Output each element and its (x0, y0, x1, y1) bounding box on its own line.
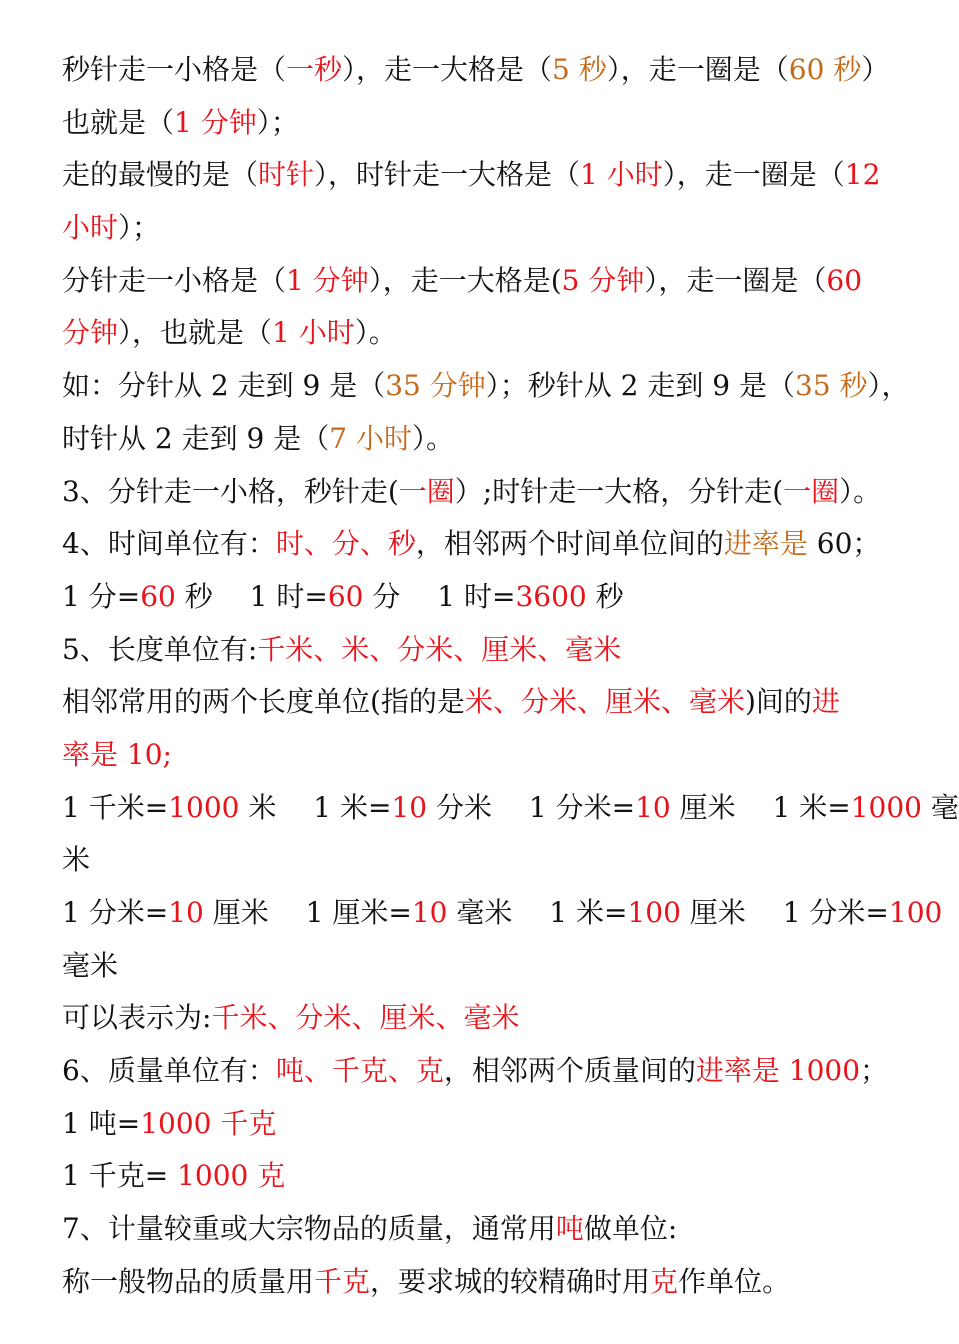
highlighted-answer: 进率是 (723, 527, 808, 561)
text-line (62, 413, 910, 466)
highlighted-answer: 60 (140, 579, 176, 613)
text-segment: ）。 (839, 474, 882, 508)
text-segment: ），也就是（ (118, 316, 273, 350)
document-body (62, 44, 959, 1309)
highlighted-answer: 克 (650, 1264, 679, 1298)
highlighted-answer: 1 小时 (272, 316, 355, 350)
text-segment: 5、长度单位有: (62, 632, 258, 666)
text-line (62, 202, 910, 255)
text-segment: 秒针走一小格是（ (62, 53, 287, 86)
text-segment: ），走一大格是( (368, 263, 562, 297)
highlighted-answer: 吨 (555, 1212, 584, 1246)
highlighted-answer: 米、分米、厘米、毫米 (464, 685, 745, 719)
highlighted-answer: 时、分、秒 (275, 527, 416, 561)
text-line (62, 782, 959, 835)
text-segment: 厘米 1 米= (670, 790, 851, 824)
text-segment: 时针从 2 走到 9 是（ (62, 421, 330, 455)
highlighted-answer: 5 分钟 (561, 263, 645, 297)
highlighted-answer: 1000 千克 (140, 1106, 277, 1140)
highlighted-answer: 进 (811, 685, 840, 719)
highlighted-answer: 1 小时 (580, 158, 663, 192)
highlighted-answer: 1 分钟 (174, 105, 257, 139)
text-segment: 3、分针走一小格，秒针走( (62, 474, 399, 508)
highlighted-answer: 进率是 1000 (695, 1054, 861, 1088)
text-segment: ）;时针走一大格，分针走( (454, 474, 784, 508)
text-segment: ）。 (411, 421, 454, 455)
text-line (62, 1203, 910, 1256)
text-segment: ） (861, 53, 890, 86)
highlighted-answer: 60 (826, 263, 863, 297)
text-segment: 毫米 1 米= (447, 896, 628, 929)
text-segment: ，要求城的较精确时用 (370, 1264, 651, 1298)
text-segment: 分 1 时= (363, 579, 516, 613)
text-segment: 米 (62, 843, 91, 877)
text-line (62, 518, 910, 571)
highlighted-answer: 100 (888, 896, 943, 929)
text-segment: 厘米 1 分米= (680, 896, 889, 929)
highlighted-answer: 7 小时 (329, 421, 412, 455)
highlighted-answer: 60 秒 (788, 53, 862, 86)
text-segment: ），走一圈是（ (644, 263, 827, 297)
text-line (62, 834, 910, 887)
text-segment: 1 分= (62, 579, 141, 613)
text-segment: 称一般物品的质量用 (62, 1264, 315, 1298)
highlighted-answer: 10 (391, 790, 428, 824)
highlighted-answer: 5 秒 (552, 53, 607, 86)
highlighted-answer: 小时 (62, 211, 119, 245)
text-segment: 分针走一小格是（ (62, 263, 287, 297)
text-line (62, 1045, 910, 1098)
highlighted-answer: 千米、分米、厘米、毫米 (211, 1001, 520, 1035)
text-line (62, 97, 910, 150)
text-segment: ，相邻两个时间单位间的 (415, 527, 724, 561)
text-line (62, 1256, 910, 1309)
text-segment: 6、质量单位有： (62, 1054, 276, 1088)
highlighted-answer: 1000 (168, 790, 240, 824)
text-line (62, 149, 910, 202)
highlighted-answer: 一秒 (286, 53, 343, 86)
highlighted-answer: 吨、千克、克 (275, 1054, 444, 1088)
text-segment: ）， (867, 369, 910, 403)
highlighted-answer: 千米、米、分米、厘米、毫米 (257, 632, 622, 666)
text-segment: 1 分米= (62, 896, 169, 929)
text-segment: 相邻常用的两个长度单位(指的是 (62, 685, 465, 719)
text-segment: 毫米 (62, 948, 119, 982)
highlighted-answer: 3600 (515, 579, 587, 613)
text-segment: ）； (118, 211, 161, 245)
highlighted-answer: 1 分钟 (286, 263, 369, 297)
text-segment: ）。 (354, 316, 397, 350)
text-line (62, 1150, 910, 1203)
highlighted-answer: 12 (844, 158, 881, 192)
text-segment: ），时针走一大格是（ (314, 158, 581, 192)
text-segment: 如：分针从 2 走到 9 是（ (62, 369, 386, 403)
text-segment: 走的最慢的是（ (62, 158, 259, 192)
highlighted-answer: 千克 (314, 1264, 371, 1298)
text-segment: 60； (807, 527, 881, 561)
text-segment: 分米 1 分米= (427, 790, 636, 824)
text-segment: 4、时间单位有： (62, 527, 276, 561)
text-segment: 可以表示为: (62, 1001, 212, 1035)
highlighted-answer: 1000 克 (177, 1159, 286, 1193)
text-segment: 厘米 1 厘米= (203, 896, 412, 929)
highlighted-answer: 60 (327, 579, 364, 613)
text-line (62, 729, 910, 782)
text-line (62, 44, 910, 97)
text-line (62, 571, 910, 624)
text-segment: 米 1 米= (239, 790, 392, 824)
text-segment: 秒 (586, 579, 624, 613)
highlighted-answer: 一圈 (783, 474, 840, 508)
highlighted-answer: 率是 10; (62, 737, 172, 771)
text-segment: ），走一圈是（ (662, 158, 845, 192)
text-segment: 7、计量较重或大宗物品的质量，通常用 (62, 1212, 556, 1246)
text-segment: )间的 (744, 685, 812, 719)
text-segment: 1 吨= (62, 1106, 141, 1140)
text-segment: 也就是（ (62, 105, 175, 139)
highlighted-answer: 10 (168, 896, 204, 929)
highlighted-answer: 100 (627, 896, 681, 929)
text-segment: 做单位: (583, 1212, 678, 1246)
highlighted-answer: 10 (635, 790, 671, 824)
text-line (62, 887, 943, 940)
text-segment: ）；秒针从 2 走到 9 是（ (485, 369, 795, 403)
text-line (62, 624, 910, 677)
text-segment: 作单位。 (678, 1264, 791, 1298)
text-line (62, 466, 910, 519)
text-line (62, 307, 910, 360)
text-segment: ，相邻两个质量间的 (443, 1054, 696, 1088)
text-line (62, 360, 910, 413)
highlighted-answer: 一圈 (398, 474, 455, 508)
highlighted-answer: 10 (411, 896, 448, 929)
text-segment: 1 千克= (62, 1159, 178, 1193)
text-segment: ）； (256, 105, 299, 139)
highlighted-answer: 分钟 (62, 316, 119, 350)
text-segment: ），走一圈是（ (606, 53, 789, 86)
text-line (62, 255, 910, 308)
text-segment: 毫 (921, 790, 959, 824)
text-segment: 秒 1 时= (175, 579, 328, 613)
text-line (62, 940, 910, 993)
text-segment: ），走一大格是（ (342, 53, 553, 86)
text-line (62, 992, 910, 1045)
text-segment: 1 千米= (62, 790, 169, 824)
text-line (62, 676, 910, 729)
highlighted-answer: 1000 (850, 790, 922, 824)
text-line (62, 1098, 910, 1151)
highlighted-answer: 时针 (258, 158, 315, 192)
text-segment: ； (860, 1054, 889, 1088)
highlighted-answer: 35 分钟 (385, 369, 486, 403)
highlighted-answer: 35 秒 (795, 369, 868, 403)
